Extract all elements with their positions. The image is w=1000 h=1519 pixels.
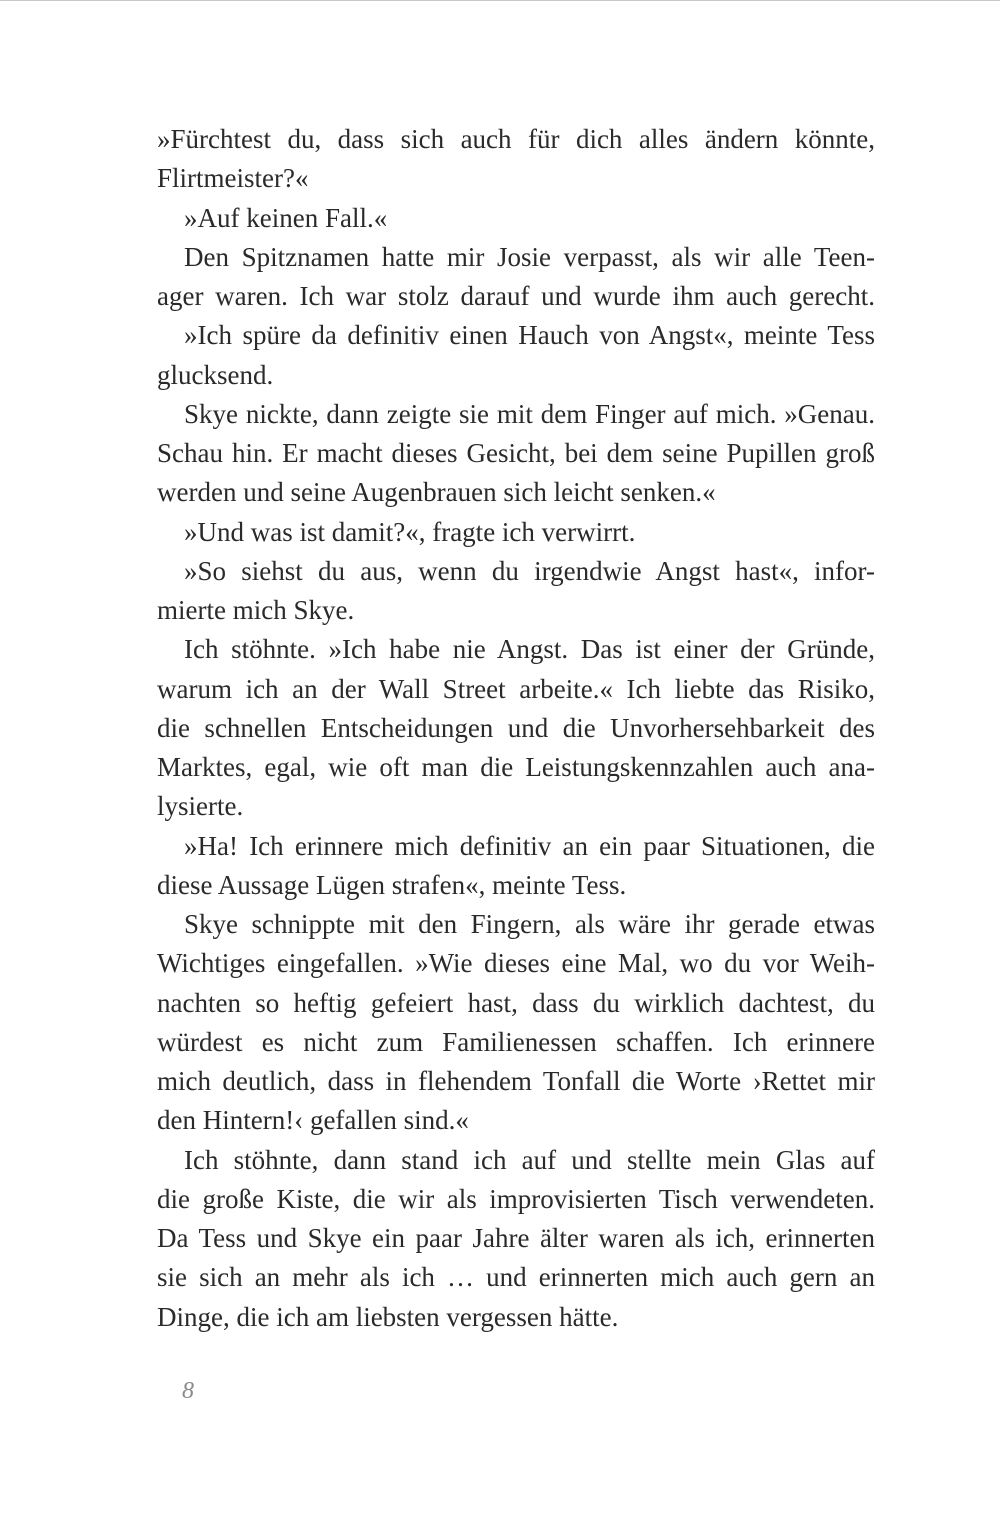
text-line: werden und seine Augenbrauen sich leicht senken.« xyxy=(157,477,716,508)
page-number: 8 xyxy=(182,1378,194,1404)
text-line: sie sich an mehr als ich … und erinnerten mich auch gern an xyxy=(157,1262,875,1293)
text-line: Schau hin. Er macht dieses Gesicht, bei dem seine Pupillen groß xyxy=(157,438,875,468)
text-line: Skye schnippte mit den Fingern, als wäre ihr gerade etwas xyxy=(184,909,875,939)
text-line: warum ich an der Wall Street arbeite.« Ich liebte das Risiko, xyxy=(157,673,875,704)
text-line: Wichtiges eingefallen. »Wie dieses eine Mal, wo du vor Weih- xyxy=(157,948,875,979)
text-line: mich deutlich, dass in flehendem Tonfall die Worte ›Rettet mir xyxy=(157,1066,875,1096)
text-line: »Fürchtest du, dass sich auch für dich alles ändern könnte, xyxy=(157,124,875,154)
text-line: Skye nickte, dann zeigte sie mit dem Finger auf mich. »Genau. xyxy=(184,398,875,429)
text-line: Da Tess und Skye ein paar Jahre älter waren als ich, erinnerten xyxy=(157,1223,875,1253)
text-line: die schnellen Entscheidungen und die Unvorhersehbarkeit des xyxy=(157,712,875,743)
text-line: »Ich spüre da definitiv einen Hauch von Angst«, meinte Tess xyxy=(184,320,875,351)
text-line: ager waren. Ich war stolz darauf und wurde ihm auch gerecht. xyxy=(157,281,875,311)
text-line: nachten so heftig gefeiert hast, dass du wirklich dachtest, du xyxy=(157,987,875,1018)
text-line: glucksend. xyxy=(157,359,274,390)
text-line: Ich stöhnte, dann stand ich auf und stellte mein Glas auf xyxy=(184,1144,875,1175)
body-text xyxy=(157,120,875,1337)
text-line: Den Spitznamen hatte mir Josie verpasst, als wir alle Teen- xyxy=(184,241,875,272)
text-line: »Ha! Ich erinnere mich definitiv an ein paar Situationen, die xyxy=(184,830,875,861)
text-line: die große Kiste, die wir als improvisierten Tisch verwendeten. xyxy=(157,1183,875,1214)
text-line: »Und was ist damit?«, fragte ich verwirrt. xyxy=(184,516,636,547)
text-line: mierte mich Skye. xyxy=(157,595,355,625)
text-line: Dinge, die ich am liebsten vergessen hätte. xyxy=(157,1301,619,1332)
text-line: »Auf keinen Fall.« xyxy=(184,202,388,233)
text-line: Flirtmeister?« xyxy=(157,163,309,194)
text-line: würdest es nicht zum Familienessen schaffen. Ich erinnere xyxy=(157,1026,875,1057)
page-top-rule xyxy=(0,0,1000,1)
text-line: »So siehst du aus, wenn du irgendwie Angst hast«, infor- xyxy=(184,555,875,586)
text-line: Marktes, egal, wie oft man die Leistungskennzahlen auch ana- xyxy=(157,752,875,782)
text-line: diese Aussage Lügen strafen«, meinte Tess. xyxy=(157,869,627,900)
text-line: lysierte. xyxy=(157,791,244,822)
text-line: Ich stöhnte. »Ich habe nie Angst. Das ist einer der Gründe, xyxy=(184,634,875,665)
text-line: den Hintern!‹ gefallen sind.« xyxy=(157,1105,469,1136)
